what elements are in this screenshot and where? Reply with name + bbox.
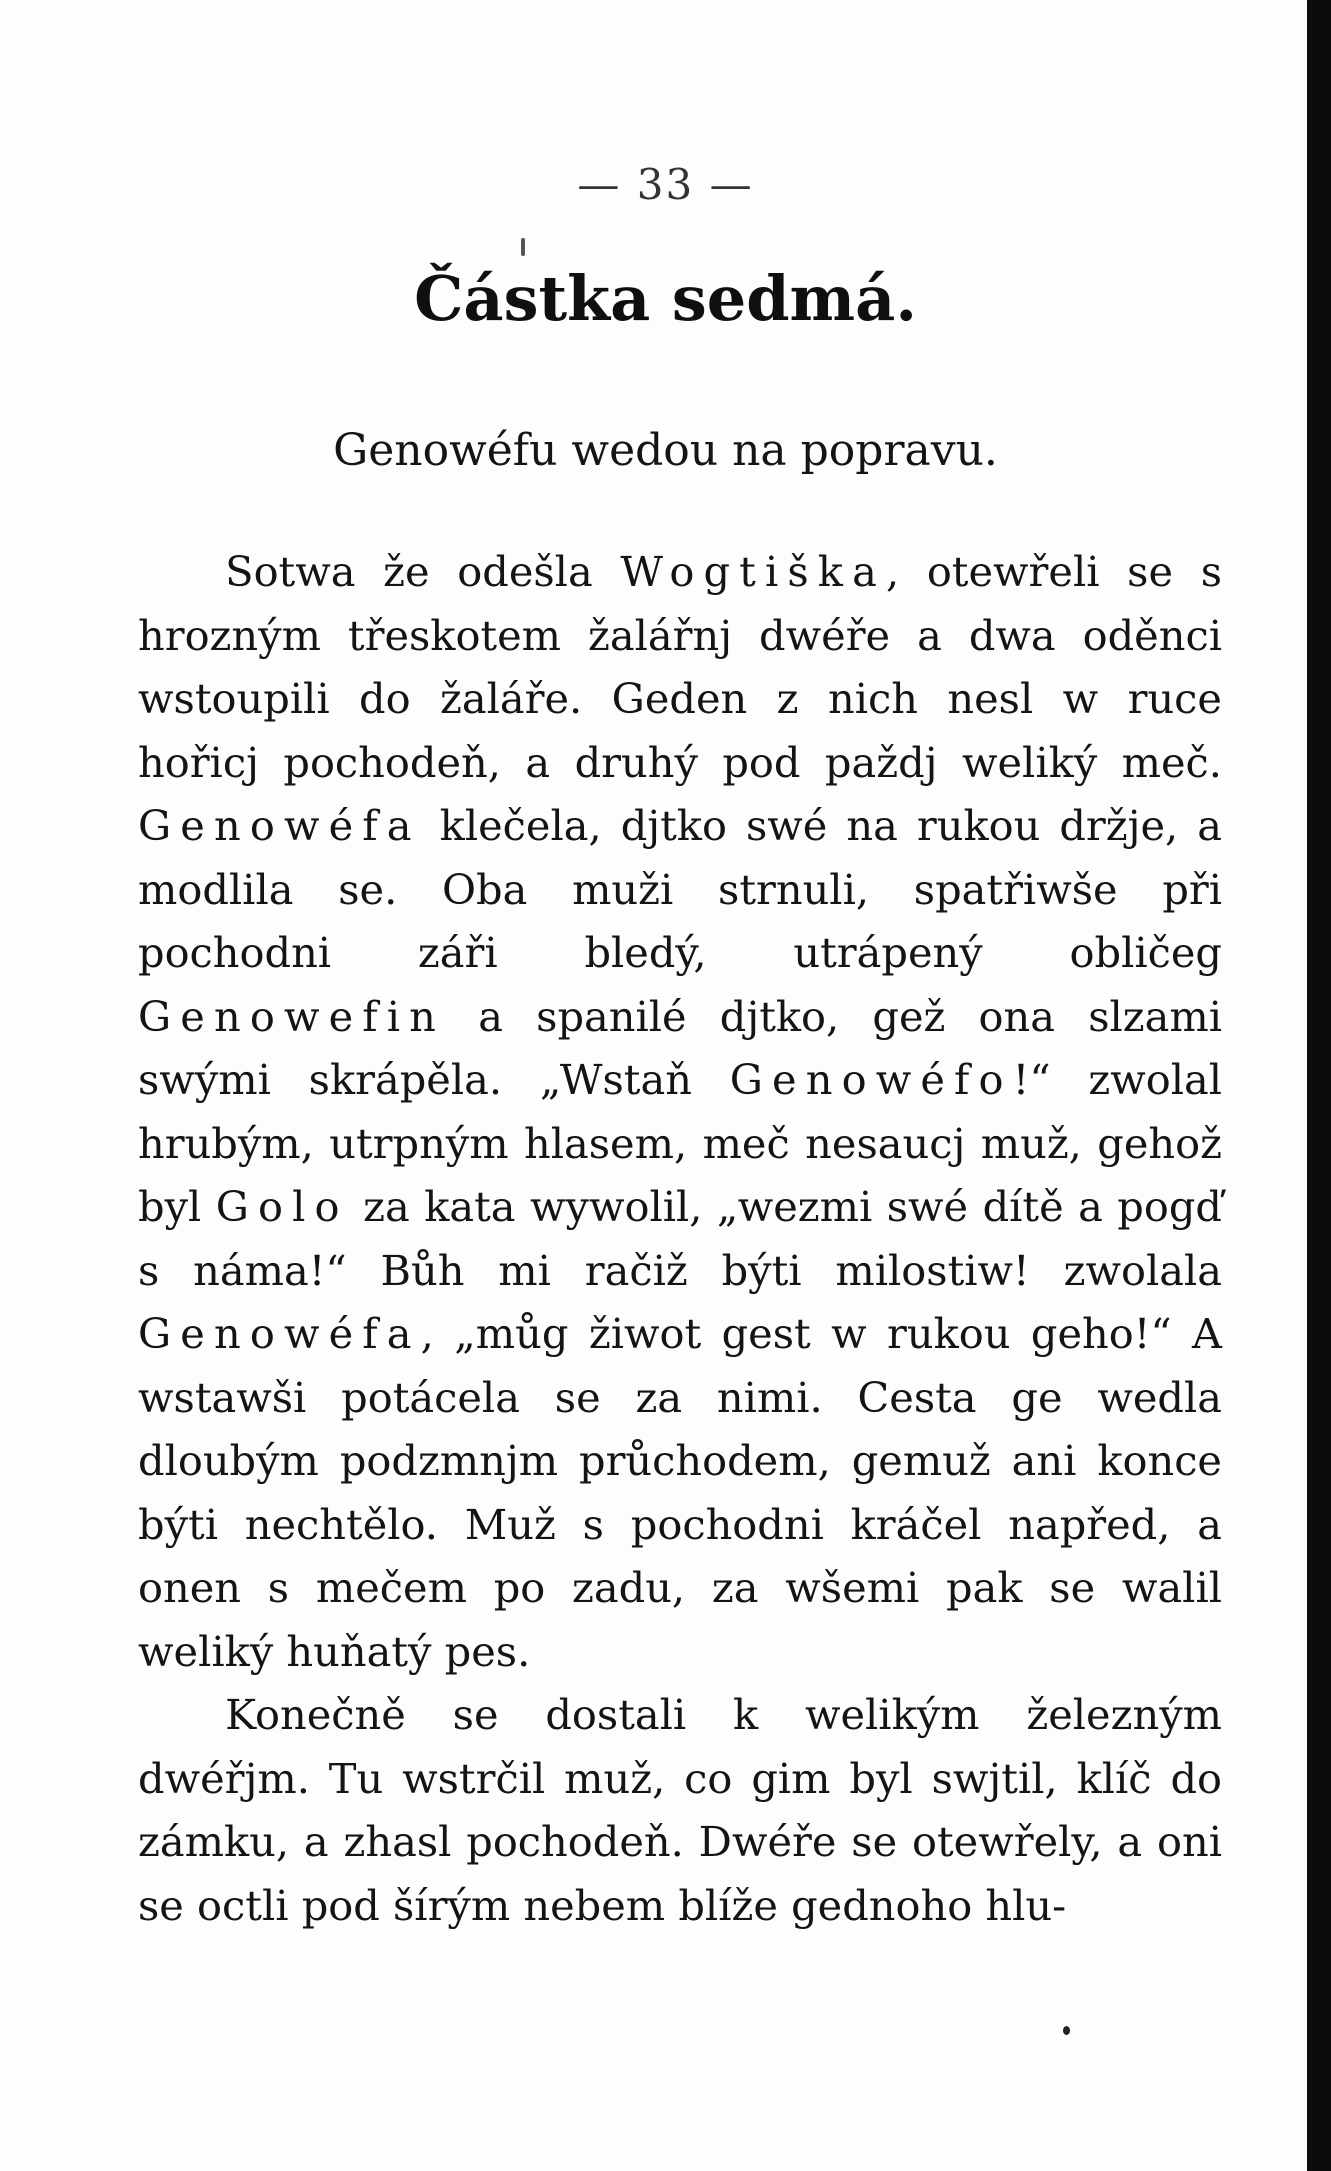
name-genowefo: Genowéfo	[729, 1055, 1013, 1104]
name-genowefin: Genowefin	[138, 991, 446, 1041]
name-genowefa-2: Genowéfa	[138, 1309, 421, 1358]
body-text	[138, 540, 1222, 1937]
paragraph-1	[138, 540, 1222, 1683]
chapter-subtitle: Genowéfu wedou na popravu.	[333, 425, 998, 476]
p1-text-4: a spanilé djtko, gež ona slzami swými skrápěla. „Wstaň	[138, 991, 1222, 1104]
scan-edge-border	[1307, 0, 1331, 2171]
name-wogtiska: Wogtiška	[620, 547, 886, 596]
name-golo: Golo	[215, 1182, 349, 1231]
chapter-title: Částka sedmá.	[414, 262, 917, 335]
p1-text-6: za kata wywolil, „wezmi swé dítě a pogď s náma!“ Bůh mi račiž býti milostiw! zwolala	[138, 1182, 1222, 1295]
ink-dot	[1063, 2026, 1070, 2035]
name-genowefa-1: Genowéfa	[138, 801, 421, 850]
paragraph-2: Konečně se dostali k welikým železným dwéřjm. Tu wstrčil muž, co gim byl swjtil, klíč do zámku, a zhasl pochodeň. Dwéře se otewřely, a oni se octli pod šírým nebem blíže gednoho hlu-	[138, 1690, 1222, 1930]
p1-text-3: klečela, djtko swé na rukou držje, a modlila se. Oba muži strnuli, spatřiwše při pochodni záři bledý, utrápený obličeg	[138, 801, 1222, 977]
p1-text-1: Sotwa že odešla	[225, 547, 621, 596]
page-number: — 33 —	[577, 160, 754, 209]
ink-speck	[521, 238, 525, 256]
p1-text-5: !“ zwolal hrubým, utrpným hlasem, meč nesaucj muž, gehož byl	[138, 1055, 1222, 1231]
p1-text-7: , „můg žiwot gest w rukou geho!“ A wstawši potácela se za nimi. Cesta ge wedla dloubým podzmnjm průchodem, gemuž ani konce býti nechtělo. Muž s pochodni kráčel napřed, a onen s mečem po zadu, za wšemi pak se walil weliký huňatý pes.	[138, 1309, 1222, 1676]
p1-text-2: , otewřeli se s hrozným třeskotem žalářnj dwéře a dwa oděnci wstoupili do žaláře. Geden z nich nesl w ruce hořicj pochodeň, a druhý pod paždj weliký meč.	[138, 547, 1223, 787]
